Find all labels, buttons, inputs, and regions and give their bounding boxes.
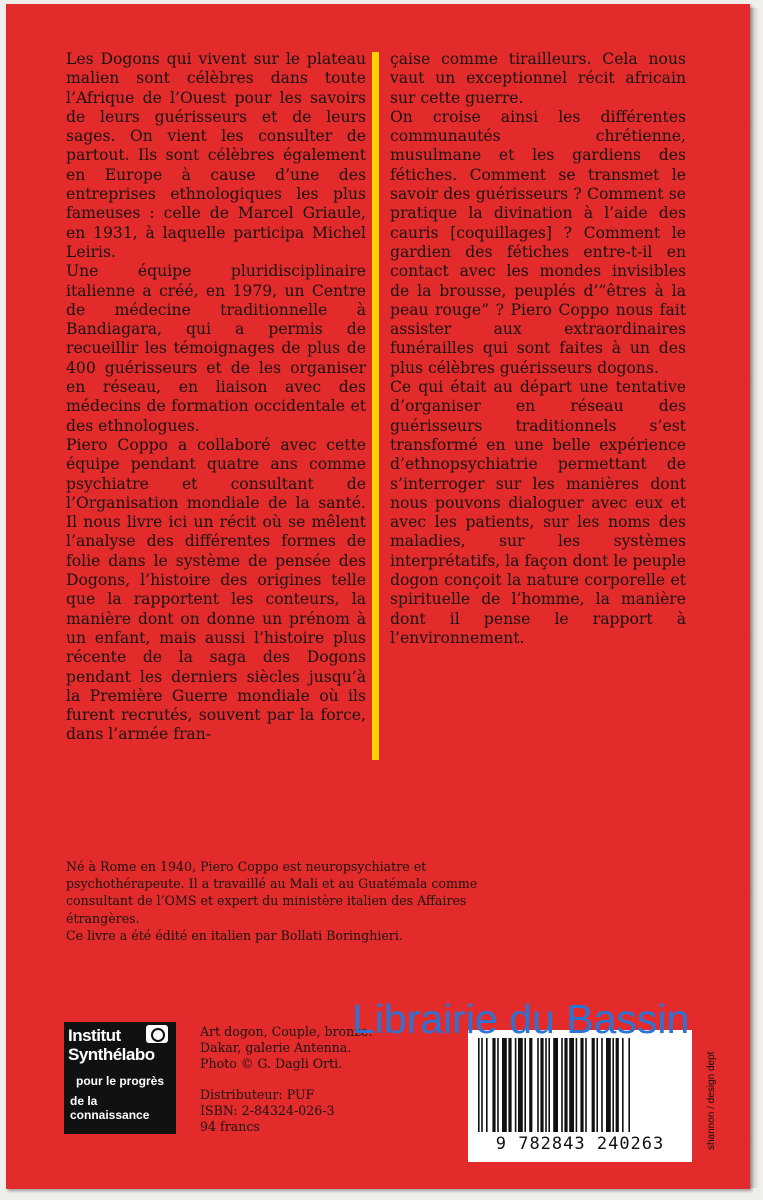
distributor: Distributeur: PUF bbox=[200, 1086, 315, 1102]
barcode-bar bbox=[553, 1038, 558, 1132]
page-edge-shadow bbox=[750, 8, 758, 1188]
barcode-bar bbox=[596, 1038, 598, 1132]
body-text-left-column bbox=[66, 50, 366, 745]
paragraph: Une équipe pluridisciplinaire italienne a créé, en 1979, un Centre de médecine traditionnelle à Bandiagara, qui a permis de recueillir les témoignages de plus de 400 guérisseurs et de les organiser en réseau, en liaison avec des médecins de formation occidentale et des ethnologues. bbox=[66, 262, 366, 435]
barcode-bar bbox=[564, 1038, 567, 1132]
body-text-right-column bbox=[390, 50, 686, 648]
barcode-bar bbox=[576, 1038, 578, 1132]
barcode-bar bbox=[529, 1038, 532, 1132]
barcode-bar bbox=[580, 1038, 583, 1132]
barcode-bar bbox=[502, 1038, 507, 1132]
barcode-bar bbox=[524, 1038, 526, 1132]
edition-note: Ce livre a été édité en italien par Bollati Boringhieri. bbox=[66, 927, 403, 943]
yellow-divider-bar bbox=[372, 52, 379, 760]
barcode-bar bbox=[508, 1038, 511, 1132]
barcode-bar bbox=[497, 1038, 499, 1132]
author-bio bbox=[66, 858, 486, 944]
barcode-bar bbox=[606, 1038, 611, 1132]
barcode-bar bbox=[616, 1038, 619, 1132]
photo-credit-line: Photo © G. Dagli Orti. bbox=[200, 1056, 343, 1072]
barcode-bar bbox=[478, 1038, 480, 1132]
barcode-bar bbox=[518, 1038, 523, 1132]
barcode-bar bbox=[486, 1038, 488, 1132]
logo-line: Synthélabo bbox=[68, 1045, 155, 1064]
barcode bbox=[476, 1038, 684, 1132]
photo-credit-line: Art dogon, Couple, bronze. bbox=[200, 1024, 373, 1039]
barcode-bar bbox=[492, 1038, 495, 1132]
barcode-bar bbox=[561, 1038, 563, 1132]
barcode-bar bbox=[612, 1038, 614, 1132]
barcode-bar bbox=[601, 1038, 603, 1132]
barcode-bar bbox=[592, 1038, 595, 1132]
barcode-number: 9 782843 240263 bbox=[495, 1134, 665, 1154]
paragraph: Piero Coppo a collaboré avec cette équipe pendant quatre ans comme psychiatre et consultant de l’Organisation mondiale de la santé. Il nous livre ici un récit où se mêlent l’analyse des différentes formes de folie dans le système de pensée des Dogons, l’histoire des origines telle que la rapportent les conteurs, la manière dont on donne un prénom à un enfant, mais aussi l’histoire plus récente de la saga des Dogons pendant les derniers siècles jusqu’à la Première Guerre mondiale où ils furent recrutés, souvent par la force, dans l’armée fran- bbox=[66, 435, 366, 744]
barcode-bar bbox=[545, 1038, 547, 1132]
watermark: Librairie du Bassin bbox=[352, 996, 690, 1042]
barcode-bar bbox=[537, 1038, 539, 1132]
paragraph: Ce qui était au départ une tentative d’organiser en réseau des guérisseurs traditionnels s’est transformé en une belle expérience d’ethnopsychiatrie permettant de s’interroger sur les manières dont nous pouvons dialoguer avec eux et avec les patients, sur les noms des maladies, sur les systèmes interprétatifs, la façon dont le peuple dogon conçoit la nature corporelle et spirituelle de l’homme, la manière dont il pense le rapport à l’environnement. bbox=[390, 378, 686, 647]
publisher-logo bbox=[64, 1022, 176, 1134]
logo-line: de la connaissance bbox=[70, 1094, 150, 1122]
barcode-bar bbox=[515, 1038, 517, 1132]
paragraph: On croise ainsi les différentes communautés chrétienne, musulmane et les gardiens des fétiches. Comment se transmet le savoir des guérisseurs ? Comment se pratique la divination à l’aide des cauris [coquillages] ? Comment le gardien des fétiches entre-t-il en contact avec les mondes invisibles de la brousse, peuplés d’”êtres à la peau rouge” ? Piero Coppo nous fait assister aux extraordinaires funérailles qui sont faites à un des plus célèbres guérisseurs dogons. bbox=[390, 107, 686, 377]
barcode-bar bbox=[481, 1038, 483, 1132]
barcode-label bbox=[468, 1030, 692, 1162]
barcode-bar bbox=[569, 1038, 574, 1132]
barcode-bar bbox=[540, 1038, 543, 1132]
barcode-bar bbox=[622, 1038, 624, 1132]
photo-credit-line: Dakar, galerie Antenna. bbox=[200, 1040, 352, 1056]
barcode-bar bbox=[585, 1038, 587, 1132]
designer-credit: shannon / design dept bbox=[706, 1051, 717, 1150]
logo-line: pour le progrès bbox=[76, 1074, 165, 1088]
isbn: ISBN: 2-84324-026-3 bbox=[200, 1102, 335, 1118]
barcode-bar bbox=[548, 1038, 550, 1132]
paragraph: çaise comme tirailleurs. Cela nous vaut un exceptionnel récit africain sur cette guerre. bbox=[390, 50, 686, 107]
synthelabo-mark-icon bbox=[146, 1025, 168, 1043]
bio-text: Né à Rome en 1940, Piero Coppo est neuropsychiatre et psychothérapeute. Il a travaillé au Mali et au Guatémala comme consultant de l’OMS et expert du ministère italien des Affaires étrangères. bbox=[66, 859, 478, 926]
logo-line: Institut bbox=[68, 1026, 121, 1045]
barcode-bar bbox=[628, 1038, 630, 1132]
cover-credits bbox=[200, 1024, 372, 1135]
price: 94 francs bbox=[200, 1119, 260, 1135]
paragraph: Les Dogons qui vivent sur le plateau malien sont célèbres dans toute l’Afrique de l’Ouest pour les savoirs de leurs guérisseurs et de leurs sages. On vient les consulter de partout. Ils sont célèbres également en Europe à cause d’une des entreprises ethnologiques les plus fameuses : celle de Marcel Griaule, en 1931, à laquelle participa Michel Leiris. bbox=[66, 50, 366, 261]
